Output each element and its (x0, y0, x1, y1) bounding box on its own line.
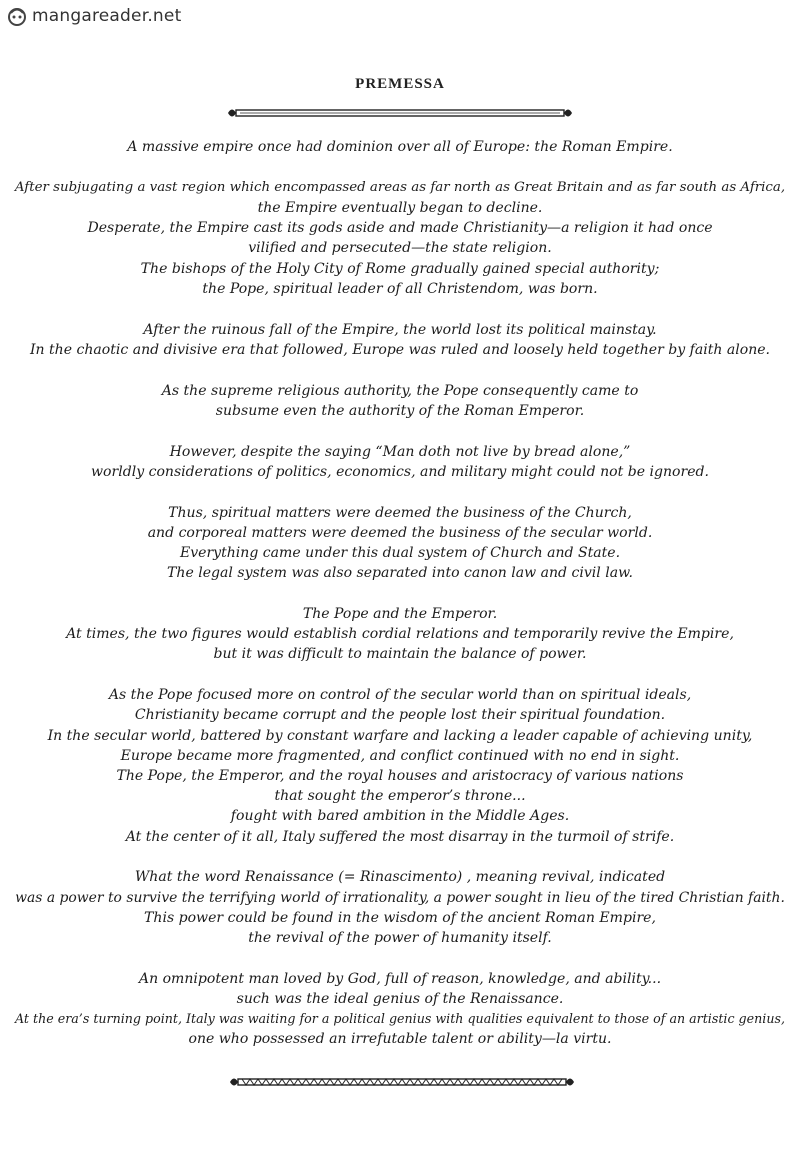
text-line: the Empire eventually began to decline. (257, 200, 543, 216)
text-line: In the secular world, battered by constant warfare and lacking a leader capable of achieving unity, (47, 727, 753, 744)
manga-reader-logo-icon (6, 5, 28, 27)
paragraph (0, 381, 800, 421)
text-line: A massive empire once had dominion over all of Europe: the Roman Empire. (127, 139, 673, 155)
watermark-text: mangareader.net (32, 6, 182, 26)
text-line: After the ruinous fall of the Empire, the world lost its political mainstay. (143, 321, 657, 338)
text-line: subsume even the authority of the Roman Emperor. (215, 402, 585, 419)
text-line: The bishops of the Holy City of Rome gradually gained special authority; (140, 260, 660, 277)
text-line: After subjugating a vast region which encompassed areas as far north as Great Britain and as far south as Africa, (14, 179, 786, 195)
text-line: worldly considerations of politics, economics, and military might could not be ignored. (91, 463, 709, 480)
paragraph (0, 867, 800, 948)
paragraph (0, 442, 800, 482)
text-line: Christianity became corrupt and the people lost their spiritual foundation. (134, 707, 666, 724)
text-line: The Pope, the Emperor, and the royal houses and aristocracy of various nations (116, 768, 684, 785)
text-line: At the era’s turning point, Italy was waiting for a political genius with qualities equivalent to those of an artistic genius, (15, 1011, 785, 1027)
text-line: fought with bared ambition in the Middle Ages. (230, 808, 570, 825)
text-line: that sought the emperor’s throne... (274, 788, 526, 805)
text-line: The legal system was also separated into canon law and civil law. (167, 565, 633, 582)
text-line: but it was difficult to maintain the balance of power. (213, 646, 587, 663)
paragraph (0, 137, 800, 157)
text-line: was a power to survive the terrifying world of irrationality, a power sought in lieu of the tired Christian faith. (15, 889, 785, 906)
paragraph (0, 178, 800, 299)
text-line: Thus, spiritual matters were deemed the business of the Church, (168, 504, 632, 521)
text-line: one who possessed an irrefutable talent or ability—la virtu. (188, 1031, 612, 1048)
ornamental-divider-icon (226, 106, 574, 120)
text-line: An omnipotent man loved by God, full of reason, knowledge, and ability... (138, 970, 662, 987)
text-line: Desperate, the Empire cast its gods aside and made Christianity—a religion it had once (87, 220, 713, 237)
ornamental-divider-icon (228, 1075, 576, 1089)
text-line: At times, the two figures would establish cordial relations and temporarily revive the Empire, (66, 626, 734, 643)
paragraph (0, 604, 800, 665)
text-line: As the Pope focused more on control of the secular world than on spiritual ideals, (108, 687, 692, 704)
text-line: and corporeal matters were deemed the business of the secular world. (147, 524, 653, 541)
text-line: vilified and persecuted—the state religion. (248, 240, 552, 257)
text-line: Europe became more fragmented, and conflict continued with no end in sight. (120, 747, 680, 764)
paragraph (0, 320, 800, 360)
premessa-body (0, 137, 800, 1070)
text-line: At the center of it all, Italy suffered the most disarray in the turmoil of strife. (125, 828, 675, 845)
page-title: PREMESSA (355, 76, 445, 92)
text-line: such was the ideal genius of the Renaissance. (236, 991, 564, 1008)
text-line: This power could be found in the wisdom of the ancient Roman Empire, (144, 909, 656, 926)
text-line: What the word Renaissance (= Rinascimento) , meaning revival, indicated (134, 869, 666, 886)
text-line: Everything came under this dual system of Church and State. (179, 545, 621, 562)
text-line: the Pope, spiritual leader of all Christendom, was born. (202, 280, 598, 297)
paragraph (0, 685, 800, 847)
text-line: As the supreme religious authority, the Pope consequently came to (161, 382, 639, 399)
paragraph (0, 969, 800, 1050)
text-line: the revival of the power of humanity itself. (248, 930, 552, 947)
watermark (6, 4, 181, 28)
paragraph (0, 503, 800, 584)
text-line: In the chaotic and divisive era that followed, Europe was ruled and loosely held together by faith alone. (29, 341, 771, 358)
text-line: However, despite the saying “Man doth not live by bread alone,” (169, 443, 631, 460)
text-line: The Pope and the Emperor. (302, 606, 498, 623)
